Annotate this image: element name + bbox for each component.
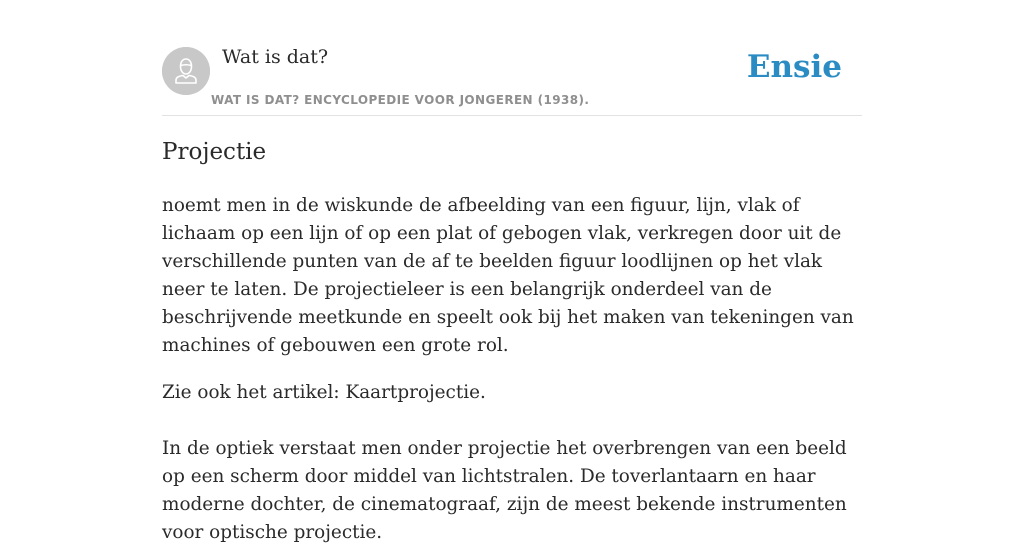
source-subtitle: WAT IS DAT? ENCYCLOPEDIE VOOR JONGEREN (1938). [211, 93, 590, 107]
source-header [162, 45, 862, 116]
article-see-also: Zie ook het artikel: Kaartprojectie. [162, 382, 486, 403]
source-title[interactable]: Wat is dat? [222, 46, 329, 68]
user-icon[interactable] [162, 47, 210, 95]
article-paragraph: In de optiek verstaat men onder projectie het overbrengen van een beeld op een scherm door middel van lichtstralen. De toverlantaarn en haar moderne dochter, de cinematograaf, zijn de meest bekende instrumenten voor optische projectie. [162, 438, 847, 543]
article-body [162, 192, 862, 547]
article-paragraph: noemt men in de wiskunde de afbeelding van een figuur, lijn, vlak of lichaam op een lijn of op een plat of gebogen vlak, verkregen door uit de verschillende punten van de af te beelden figuur loodlijnen op het vlak neer te laten. De projectieleer is een belangrijk onderdeel van de beschrijvende meetkunde en speelt ook bij het maken van tekeningen van machines of gebouwen een grote rol. [162, 195, 854, 356]
article-title: Projectie [162, 139, 267, 165]
brand-logo[interactable]: Ensie [746, 49, 842, 85]
